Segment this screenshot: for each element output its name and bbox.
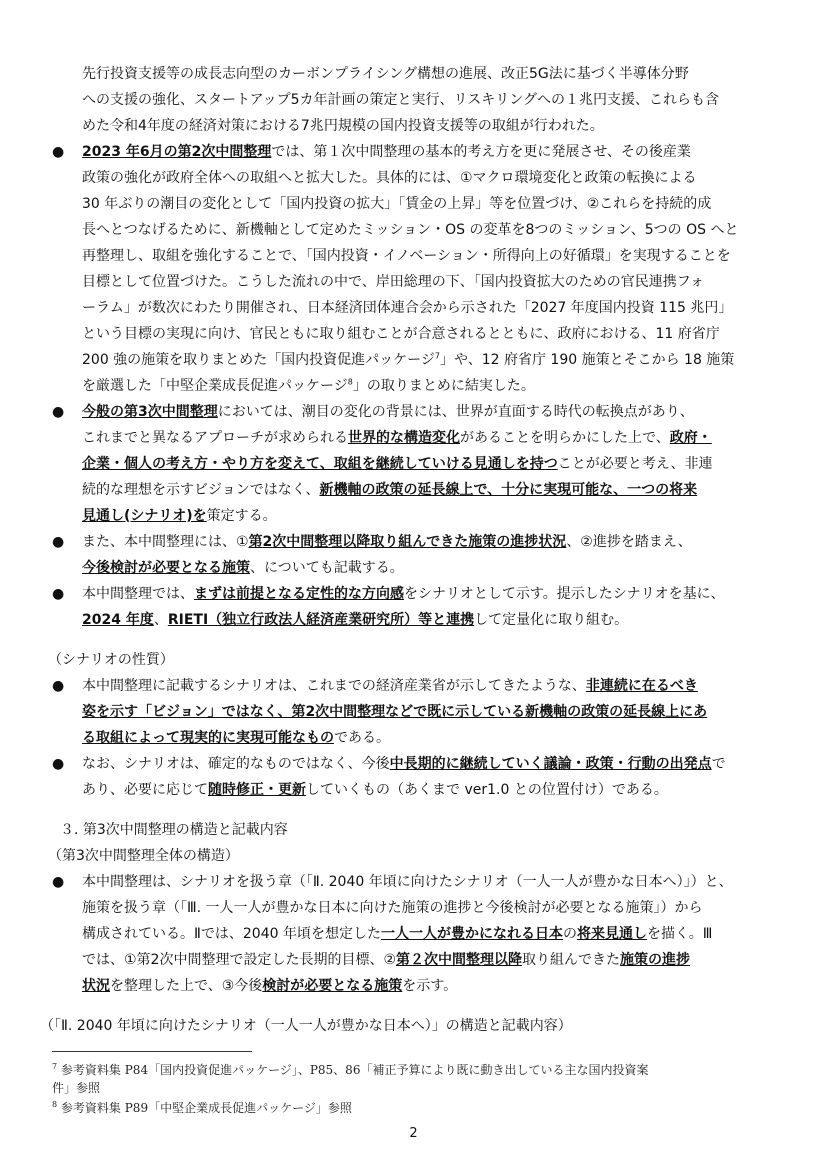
bullet-icon: ● [52,144,65,160]
footnote-7: $^7$ 参考資料集 P84「国内投資促進パッケージ」、P85、86「補正予算により既に動き出している主な国内投資案 [52,1062,649,1077]
body-line-14: 今般の第3次中間整理においては、潮目の変化の背景には、世界が直面する時代の転換点があり、 [82,404,694,420]
body-line-20: 今後検討が必要となる施策、についても記載する。 [82,560,404,576]
body-line-17: 続的な理想を示すビジョンではなく、新機軸の政策の延長線上で、十分に実現可能な、一つの将来 [82,482,698,498]
body-line-21: 本中間整理では、まずは前提となる定性的な方向感をシナリオとして示す。提示したシナリオを基に、 [82,586,725,602]
body-line-27: あり、必要に応じて随時修正・更新していくもの（あくまで ver1.0 との位置付け）である。 [82,782,668,798]
bullet-icon: ● [52,756,65,772]
body-line-28: 本中間整理は、シナリオを扱う章（「Ⅱ. 2040 年頃に向けたシナリオ（一人一人が豊かな日本へ）」）と、 [82,874,733,890]
body-line-24: 姿を示す「ビジョン」ではなく、第2次中間整理などで既に示している新機軸の政策の延長線上にあ [82,704,708,720]
body-line-18: 見通し(シナリオ)を策定する。 [82,508,277,524]
body-line-32: 状況を整理した上で、③今後検討が必要となる施策を示す。 [82,978,458,994]
body-line-4: 2023 年6月の第2次中間整理では、第１次中間整理の基本的考え方を更に発展させ、その後産業 [82,144,691,160]
bullet-icon: ● [52,404,65,420]
subsection-heading-overall-structure: （第3次中間整理全体の構造） [48,848,239,864]
bullet-icon: ● [52,874,65,890]
bullet-icon: ● [52,586,65,602]
page-number: 2 [409,1126,418,1141]
body-line-3: めた令和4年度の経済対策における7兆円規模の国内投資支援等の取組が行われた。 [82,118,604,134]
footnote-8: $^8$ 参考資料集 P89「中堅企業成長促進パッケージ」参照 [52,1100,352,1115]
body-line-2: への支援の強化、スタートアップ5カ年計画の策定と実行、リスキリングへの１兆円支援、これらも含 [82,92,719,108]
footnote-ref-7: 7 [434,351,440,361]
body-line-8: 再整理し、取組を強化することで、「国内投資・イノベーション・所得向上の好循環」を実現することを [82,248,731,264]
body-line-5: 政策の強化が政府全体への取組へと拡大した。具体的には、①マクロ環境変化と政策の転換による [82,170,697,186]
body-line-6: 30 年ぶりの潮目の変化として「国内投資の拡大」「賃金の上昇」等を位置づけ、②これらを持続的成 [82,196,712,212]
body-line-31: では、①第2次中間整理で設定した長期的目標、②第２次中間整理以降取り組んできた施策の進捗 [82,952,691,968]
body-line-22: 2024 年度、RIETI（独立行政法人経済産業研究所）等と連携して定量化に取り組む。 [82,612,629,628]
body-line-12: 200 強の施策を取りまとめた「国内投資促進パッケージ$^7$」や、12 府省庁 190 施策とそこから 18 施策 [82,351,735,368]
bullet-icon: ● [52,534,65,550]
subsection-heading-chapter-2-structure: （「Ⅱ. 2040 年頃に向けたシナリオ（一人一人が豊かな日本へ）」の構造と記載内容） [40,1018,572,1034]
body-line-26: なお、シナリオは、確定的なものではなく、今後中長期的に継続していく議論・政策・行動の出発点で [82,756,726,772]
footnote-divider [52,1051,252,1052]
body-line-30: 構成されている。Ⅱでは、2040 年頃を想定した一人一人が豊かになれる日本の将来見通しを描く。Ⅲ [82,926,713,942]
body-line-13: を厳選した「中堅企業成長促進パッケージ$^8$」の取りまとめに結実した。 [82,377,535,394]
body-line-19: また、本中間整理には、①第2次中間整理以降取り組んできた施策の進捗状況、②進捗を踏まえ、 [82,534,692,550]
body-line-23: 本中間整理に記載するシナリオは、これまでの経済産業省が示してきたような、非連続に在るべき [82,678,698,694]
body-line-11: という目標の実現に向け、官民ともに取り組むことが合意されるとともに、政府における、11 府省庁 [82,326,720,342]
section-heading-3: ３. 第3次中間整理の構造と記載内容 [60,822,288,838]
body-line-7: 長へとつなげるために、新機軸として定めたミッション・OS の変革を8つのミッション、5つの OS へと [82,222,739,238]
footnote-ref-8: 8 [347,377,353,387]
body-line-29: 施策を扱う章（「Ⅲ. 一人一人が豊かな日本に向けた施策の進捗と今後検討が必要となる施策」）から [82,900,703,916]
body-line-1: 先行投資支援等の成長志向型のカーボンプライシング構想の進展、改正5G法に基づく半導体分野 [82,66,689,82]
body-line-9: 目標として位置づけた。こうした流れの中で、岸田総理の下、「国内投資拡大のための官民連携フォ [82,274,705,290]
body-line-25: る取組によって現実的に実現可能なものである。 [82,730,390,746]
section-heading-scenario-nature: （シナリオの性質） [48,652,174,668]
body-line-16: 企業・個人の考え方・やり方を変えて、取組を継続していける見通しを持つことが必要と考え、非連 [82,456,713,472]
footnote-7-cont: 件」参照 [52,1081,101,1095]
body-line-10: ーラム」が数次にわたり開催され、日本経済団体連合会から示された「2027 年度国内投資 115 兆円」 [82,300,733,316]
bullet-icon: ● [52,678,65,694]
body-line-15: これまでと異なるアプローチが求められる世界的な構造変化があることを明らかにした上で、政府・ [82,430,712,446]
